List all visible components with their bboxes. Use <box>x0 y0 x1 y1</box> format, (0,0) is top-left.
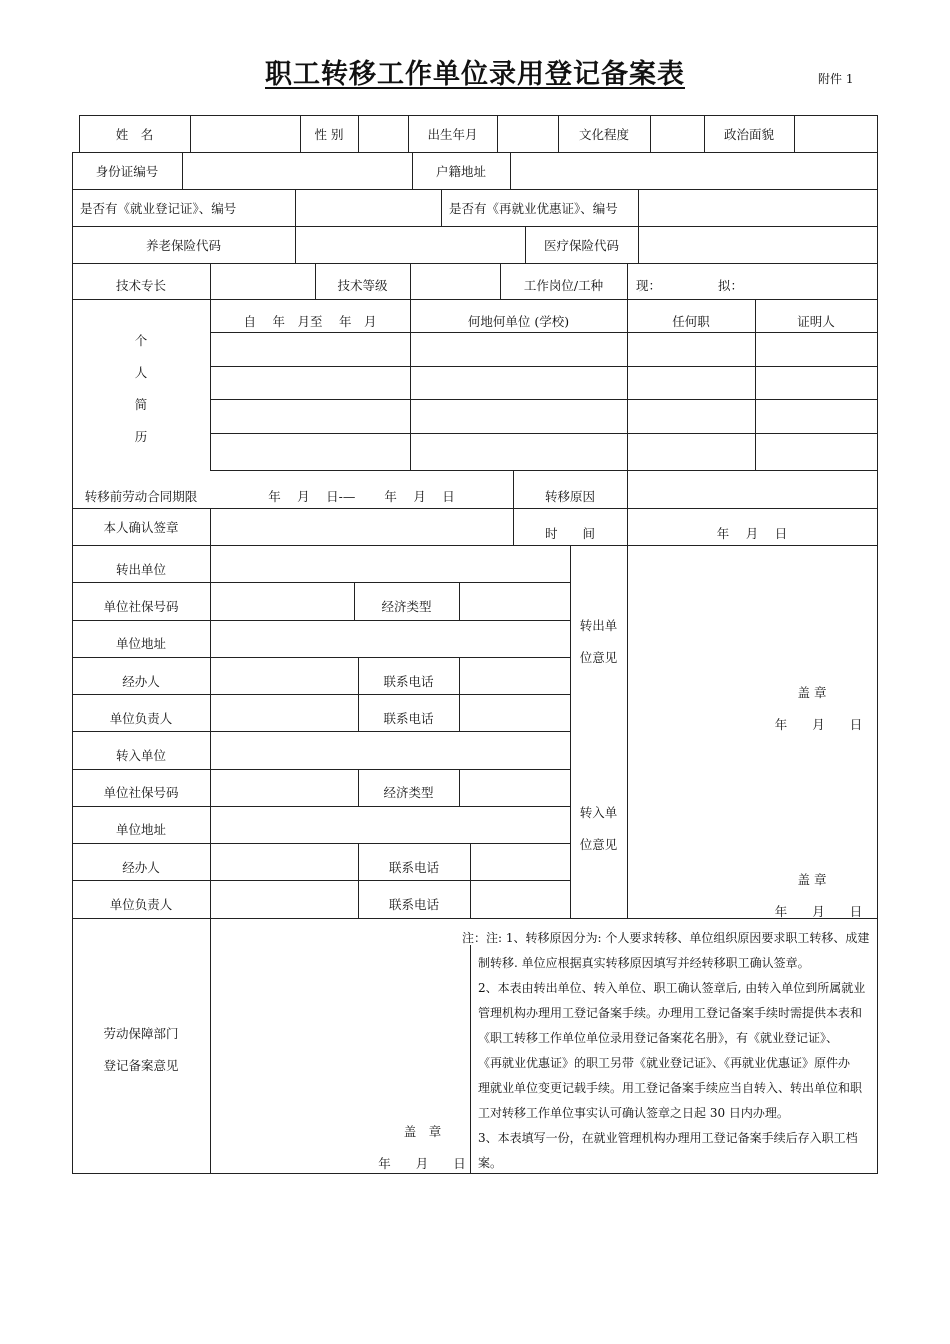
medical-code-field[interactable] <box>638 226 877 263</box>
signature-field[interactable] <box>210 508 513 545</box>
gender-field[interactable] <box>358 115 408 152</box>
transfer-reason-label: 转移原因 <box>544 489 595 504</box>
transfer-reason-field[interactable] <box>627 470 877 508</box>
in-social-no-label: 单位社保号码 <box>103 784 179 800</box>
out-seal-date: 年 月 日 <box>774 717 863 732</box>
reemployment-cert-field[interactable] <box>638 189 877 226</box>
form-title: 职工转移工作单位录用登记备案表 <box>265 59 685 90</box>
signature-time-label: 时 间 <box>544 525 595 541</box>
out-address-label: 单位地址 <box>115 635 166 651</box>
out-opinion-label: 转出单 位意见 <box>579 618 618 665</box>
in-seal-label: 盖 章 <box>797 872 827 887</box>
household-label: 户籍地址 <box>435 163 486 179</box>
out-handler-label: 经办人 <box>122 673 160 689</box>
planned-post-label: 拟： <box>718 278 744 293</box>
employment-cert-label: 是否有《就业登记证》、编号 <box>80 200 237 216</box>
name-field[interactable] <box>190 115 300 152</box>
employment-cert-field[interactable] <box>295 189 441 226</box>
labor-dept-label: 劳动保障部门 登记备案意见 <box>103 1026 179 1073</box>
in-handler-label: 经办人 <box>122 859 160 875</box>
resume-header-place: 何地何单位 (学校) <box>467 314 570 329</box>
skill-label: 技术专长 <box>115 278 166 293</box>
id-number-label: 身份证编号 <box>95 163 159 179</box>
household-field[interactable] <box>510 152 877 189</box>
name-label: 姓 名 <box>115 126 154 142</box>
note-line: 2、本表由转出单位、转入单位、职工确认签章后, 由转入单位到所属就业 <box>478 981 866 995</box>
attachment-label: 附件 1 <box>818 72 854 86</box>
note-line: 工对转移工作单位事实认可确认签章之日起 30 日内办理。 <box>478 1106 789 1120</box>
note-line: 制转移. 单位应根据真实转移原因填写并经转移职工确认签章。 <box>478 956 810 970</box>
note-line: 理就业单位变更记载手续。用工登记备案手续应当自转入、转出单位和职 <box>478 1081 863 1095</box>
contract-period-field[interactable]: 年 月 日-— 年 月 日 <box>268 489 455 504</box>
signature-label: 本人确认签章 <box>103 519 179 535</box>
notes-prefix: 注： <box>462 931 487 945</box>
skill-level-field[interactable] <box>410 263 500 299</box>
pension-code-field[interactable] <box>295 226 525 263</box>
in-econ-type-label: 经济类型 <box>383 784 434 800</box>
resume-side-label: 个 人 简 历 <box>134 333 148 444</box>
note-line: 注: 1、转移原因分为: 个人要求转移、单位组织原因要求职工转移、成建 <box>486 931 870 945</box>
resume-header-position: 任何职 <box>672 314 710 329</box>
pension-code-label: 养老保险代码 <box>145 237 221 253</box>
out-head-label: 单位负责人 <box>109 710 173 726</box>
labor-dept-seal: 盖 章 <box>403 1124 442 1139</box>
resume-header-period: 自 年 月至 年 月 <box>243 314 377 329</box>
out-head-phone-label: 联系电话 <box>383 710 434 726</box>
medical-code-label: 医疗保险代码 <box>543 237 619 253</box>
out-seal-label: 盖 章 <box>797 685 827 700</box>
skill-field[interactable] <box>210 263 315 299</box>
education-label: 文化程度 <box>578 126 629 142</box>
skill-level-label: 技术等级 <box>337 278 388 293</box>
birth-field[interactable] <box>497 115 558 152</box>
contract-period-label: 转移前劳动合同期限 <box>84 489 198 504</box>
current-post-label: 现： <box>636 278 662 293</box>
in-unit-label: 转入单位 <box>115 747 166 763</box>
note-line: 管理机构办理用工登记备案手续。办理用工登记备案手续时需提供本表和 <box>478 1006 863 1020</box>
note-line: 《职工转移工作单位单位录用登记备案花名册》，有《就业登记证》、 <box>478 1031 839 1045</box>
labor-dept-date: 年 月 日 <box>378 1156 466 1171</box>
reemployment-cert-label: 是否有《再就业优惠证》、编号 <box>449 200 618 216</box>
out-unit-field[interactable] <box>210 545 570 582</box>
in-opinion-label: 转入单 位意见 <box>579 805 618 852</box>
out-social-no-label: 单位社保号码 <box>103 598 179 614</box>
note-line: 《再就业优惠证》的职工另带《就业登记证》、《再就业优惠证》原件办 <box>478 1056 851 1070</box>
out-unit-label: 转出单位 <box>115 561 166 577</box>
politics-label: 政治面貌 <box>723 126 774 142</box>
note-line: 案。 <box>478 1156 503 1170</box>
id-number-field[interactable] <box>182 152 412 189</box>
gender-label: 性 别 <box>314 126 344 142</box>
in-seal-date: 年 月 日 <box>774 904 863 919</box>
politics-field[interactable] <box>794 115 877 152</box>
in-handler-phone-label: 联系电话 <box>388 859 439 875</box>
birth-label: 出生年月 <box>427 126 478 142</box>
note-line: 3、本表填写一份，在就业管理机构办理用工登记备案手续后存入职工档 <box>478 1131 858 1145</box>
in-address-label: 单位地址 <box>115 821 166 837</box>
signature-date: 年 月 日 <box>716 525 788 541</box>
job-post-label: 工作岗位/工种 <box>523 278 604 293</box>
in-head-phone-label: 联系电话 <box>388 896 439 912</box>
out-handler-phone-label: 联系电话 <box>383 673 434 689</box>
notes-block <box>462 926 872 1176</box>
resume-header-witness: 证明人 <box>797 314 835 329</box>
out-econ-type-label: 经济类型 <box>381 598 432 614</box>
education-field[interactable] <box>650 115 704 152</box>
in-head-label: 单位负责人 <box>109 896 173 912</box>
